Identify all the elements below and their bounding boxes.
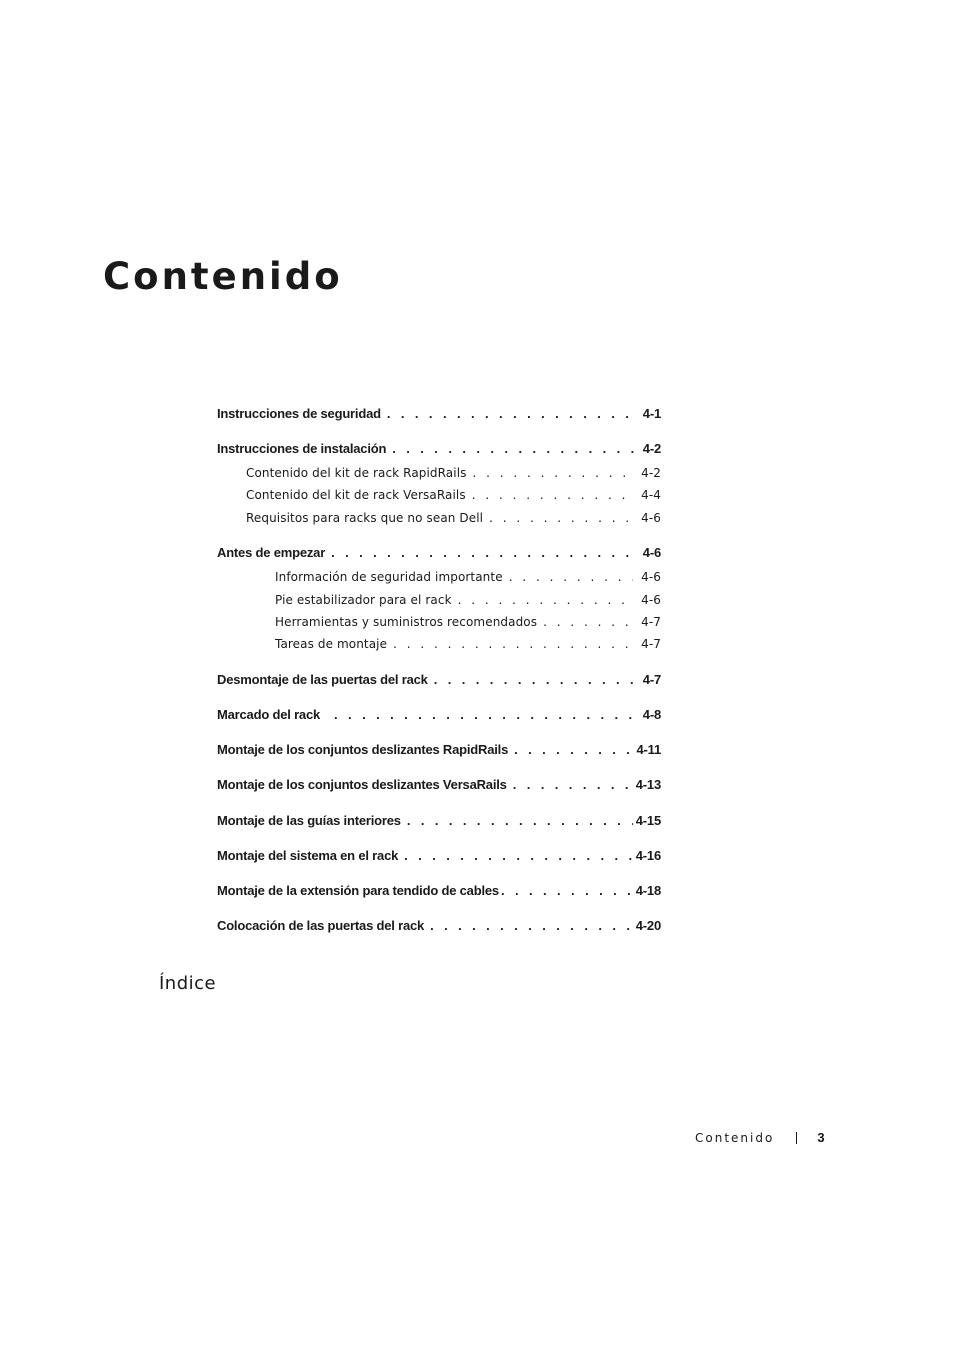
toc-entry-page: 4-4 xyxy=(641,488,661,502)
toc-leader-dots xyxy=(430,919,633,932)
toc-entry-title: Montaje de la extensión para tendido de cables xyxy=(217,883,499,898)
toc-entry[interactable] xyxy=(217,849,661,862)
toc-entry[interactable] xyxy=(217,708,661,721)
toc-subentry[interactable] xyxy=(246,512,661,524)
toc-entry[interactable] xyxy=(217,546,661,559)
toc-entry[interactable] xyxy=(217,743,661,756)
toc-entry-title: Marcado del rack xyxy=(217,707,321,722)
toc-entry[interactable] xyxy=(217,407,661,420)
toc-entry-page: 4-6 xyxy=(641,593,661,607)
toc-leader-dots xyxy=(501,884,633,897)
toc-entry-page: 4-7 xyxy=(641,615,661,629)
toc-leader-dots xyxy=(489,512,633,524)
toc-entry[interactable] xyxy=(217,673,661,686)
toc-entry-title: Montaje de los conjuntos deslizantes RapidRails xyxy=(217,742,509,757)
toc-leader-dots xyxy=(334,708,640,721)
toc-entry-title: Colocación de las puertas del rack xyxy=(217,918,425,933)
toc-entry[interactable] xyxy=(217,442,661,455)
toc-subentry[interactable] xyxy=(275,594,661,606)
toc-leader-dots xyxy=(392,442,640,455)
toc-leader-dots xyxy=(331,546,640,559)
toc-subentry[interactable] xyxy=(275,571,661,583)
toc-leader-dots xyxy=(407,814,633,827)
toc-entry-page: 4-6 xyxy=(642,545,661,560)
toc-entry-title: Herramientas y suministros recomendados xyxy=(275,615,538,629)
toc-entry-title: Pie estabilizador para el rack xyxy=(275,593,452,607)
toc-entry-page: 4-2 xyxy=(641,466,661,480)
toc-subentry[interactable] xyxy=(246,467,661,479)
toc-entry[interactable] xyxy=(217,919,661,932)
toc-entry-page: 4-7 xyxy=(641,637,661,651)
toc-leader-dots xyxy=(458,594,633,606)
toc-entry-page: 4-16 xyxy=(635,848,661,863)
toc-subentry[interactable] xyxy=(275,616,661,628)
toc-entry-title: Montaje de los conjuntos deslizantes VersaRails xyxy=(217,777,507,792)
toc-entry-title: Montaje de las guías interiores xyxy=(217,813,401,828)
toc-leader-dots xyxy=(393,638,633,650)
footer-page-number: 3 xyxy=(817,1130,825,1145)
toc-entry-page: 4-11 xyxy=(636,742,661,757)
page-title: Contenido xyxy=(103,255,343,298)
toc-entry-title: Contenido del kit de rack RapidRails xyxy=(246,466,467,480)
toc-leader-dots xyxy=(543,616,633,628)
toc-entry-page: 4-6 xyxy=(641,511,661,525)
toc-leader-dots xyxy=(514,743,633,756)
toc-entry-title: Instrucciones de instalación xyxy=(217,441,387,456)
toc-leader-dots xyxy=(434,673,640,686)
toc-leader-dots xyxy=(472,489,633,501)
toc-subentry[interactable] xyxy=(275,638,661,650)
toc-entry[interactable] xyxy=(217,778,661,791)
toc-leader-dots xyxy=(404,849,633,862)
toc-entry-title: Contenido del kit de rack VersaRails xyxy=(246,488,466,502)
toc-entry-page: 4-20 xyxy=(635,918,661,933)
toc-leader-dots xyxy=(513,778,633,791)
toc-entry-page: 4-18 xyxy=(635,883,661,898)
toc-entry[interactable] xyxy=(217,814,661,827)
toc-leader-dots xyxy=(509,571,633,583)
toc-entry-title: Información de seguridad importante xyxy=(275,570,503,584)
toc-entry-page: 4-13 xyxy=(635,777,661,792)
toc-entry-title: Desmontaje de las puertas del rack xyxy=(217,672,428,687)
toc-entry-title: Antes de empezar xyxy=(217,545,326,560)
toc-entry-page: 4-1 xyxy=(642,406,661,421)
toc-entry-title: Requisitos para racks que no sean Dell xyxy=(246,511,484,525)
toc-subentry[interactable] xyxy=(246,489,661,501)
toc-entry-title: Montaje del sistema en el rack xyxy=(217,848,399,863)
toc-leader-dots xyxy=(473,467,634,479)
toc-entry-title: Tareas de montaje xyxy=(275,637,388,651)
index-link[interactable]: Índice xyxy=(159,973,217,994)
toc-entry-page: 4-15 xyxy=(635,813,661,828)
toc-leader-dots xyxy=(387,407,640,420)
toc-entry-page: 4-7 xyxy=(642,672,661,687)
toc-entry-page: 4-6 xyxy=(641,570,661,584)
footer-section-label: Contenido xyxy=(695,1130,775,1145)
toc-entry-page: 4-8 xyxy=(642,707,661,722)
toc-entry-title: Instrucciones de seguridad xyxy=(217,406,381,421)
toc-entry[interactable] xyxy=(217,884,661,897)
footer-divider xyxy=(796,1132,797,1144)
toc-entry-page: 4-2 xyxy=(642,441,661,456)
page-footer xyxy=(695,1131,825,1144)
